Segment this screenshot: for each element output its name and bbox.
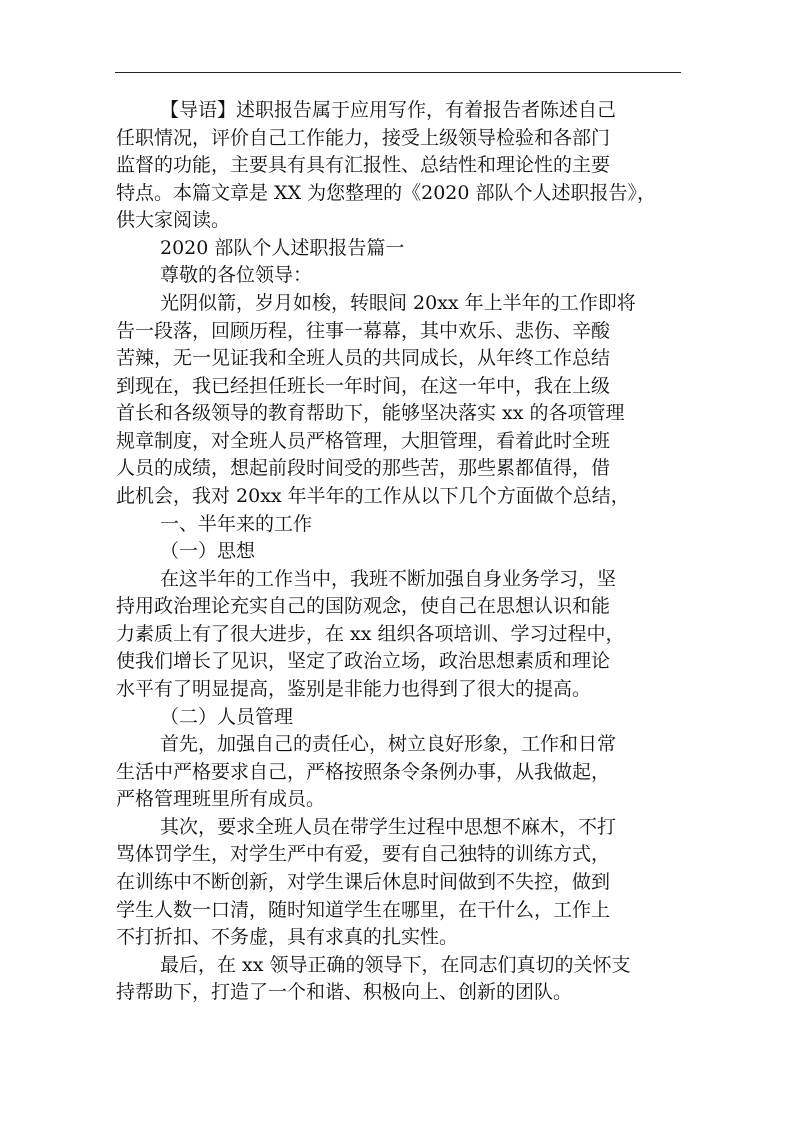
section-title: 2020 部队个人述职报告篇一 xyxy=(160,237,405,259)
paragraph-line: 光阴似箭，岁月如梭，转眼间 20xx 年上半年的工作即将 xyxy=(160,292,636,314)
header-rule xyxy=(115,72,681,73)
paragraph-line: 人员的成绩，想起前段时间受的那些苦，那些累都值得，借 xyxy=(116,457,611,479)
paragraph-line: 力素质上有了很大进步，在 xx 组织各项培训、学习过程中， xyxy=(116,623,625,645)
paragraph-line: 在训练中不断创新，对学生课后休息时间做到不失控，做到 xyxy=(116,871,611,893)
paragraph-line: 规章制度，对全班人员严格管理，大胆管理，看着此时全班 xyxy=(116,430,611,452)
paragraph-line: 最后，在 xx 领导正确的领导下，在同志们真切的关怀支 xyxy=(160,954,631,976)
paragraph-line: 骂体罚学生，对学生严中有爱，要有自己独特的训练方式， xyxy=(116,843,611,865)
intro-line-2: 任职情况，评价自己工作能力，接受上级领导检验和各部门 xyxy=(116,127,611,149)
paragraph-line: 使我们增长了见识，坚定了政治立场，政治思想素质和理论 xyxy=(116,650,611,672)
intro-line-5: 供大家阅读。 xyxy=(116,209,231,231)
paragraph-line: 在这半年的工作当中，我班不断加强自身业务学习，坚 xyxy=(160,568,617,590)
paragraph-line: 此机会，我对 20xx 年半年的工作从以下几个方面做个总结， xyxy=(116,485,630,507)
paragraph-line: 告一段落，回顾历程，往事一幕幕，其中欢乐、悲伤、辛酸 xyxy=(116,320,611,342)
paragraph-line: 首先，加强自己的责任心，树立良好形象，工作和日常 xyxy=(160,733,617,755)
paragraph-line: 学生人数一口清，随时知道学生在哪里，在干什么，工作上 xyxy=(116,899,611,921)
paragraph-line: 首长和各级领导的教育帮助下，能够坚决落实 xx 的各项管理 xyxy=(116,402,625,424)
heading-half-year: 一、半年来的工作 xyxy=(160,513,313,535)
paragraph-line: 持用政治理论充实自己的国防观念，使自己在思想认识和能 xyxy=(116,595,611,617)
intro-line-4: 特点。本篇文章是 XX 为您整理的《2020 部队个人述职报告》， xyxy=(116,182,657,204)
paragraph-line: 不打折扣、不务虚，具有求真的扎实性。 xyxy=(116,926,459,948)
paragraph-line: 持帮助下，打造了一个和谐、积极向上、创新的团队。 xyxy=(116,981,573,1003)
paragraph-line: 苦辣，无一见证我和全班人员的共同成长，从年终工作总结 xyxy=(116,347,611,369)
intro-line-1: 【导语】述职报告属于应用写作，有着报告者陈述自己 xyxy=(160,99,617,121)
paragraph-line: 到现在，我已经担任班长一年时间，在这一年中，我在上级 xyxy=(116,375,611,397)
paragraph-line: 生活中严格要求自己，严格按照条令条例办事，从我做起， xyxy=(116,761,611,783)
paragraph-line: 水平有了明显提高，鉴别是非能力也得到了很大的提高。 xyxy=(116,678,592,700)
paragraph-line: 其次，要求全班人员在带学生过程中思想不麻木，不打 xyxy=(160,816,617,838)
subheading-thought: （一）思想 xyxy=(160,540,256,562)
intro-line-3: 监督的功能，主要具有具有汇报性、总结性和理论性的主要 xyxy=(116,154,611,176)
subheading-personnel: （二）人员管理 xyxy=(160,706,294,728)
salutation: 尊敬的各位领导： xyxy=(160,264,313,286)
paragraph-line: 严格管理班里所有成员。 xyxy=(116,788,326,810)
